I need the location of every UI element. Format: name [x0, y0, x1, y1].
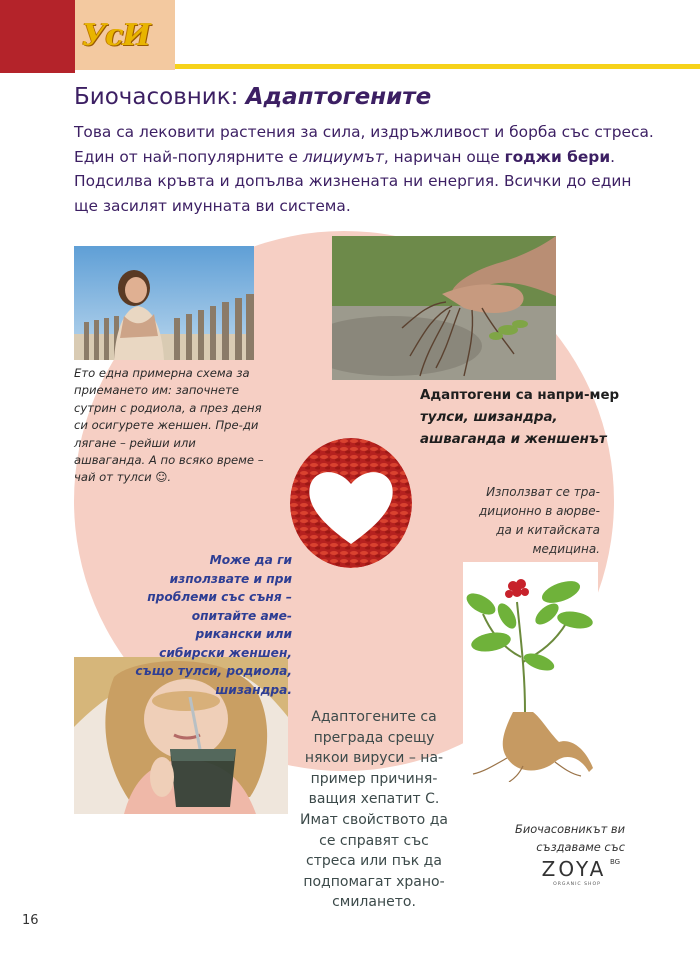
examples-text-list: тулси, шизандра, ашваганда и женшенът	[420, 410, 607, 447]
photo-goji-berry-heart	[290, 438, 412, 568]
examples-text-lead: Адаптогени са напри-мер	[420, 388, 620, 403]
schedule-text-body: : започнете сутрин с родиола, а през деня си осигурете женшен. Пре-ди лягане – рейши или ашваганда. А по всяко време – чай от тулси ☺.	[74, 383, 264, 485]
intro-text-1: Това са лековити растения за сила, издръжливост и борба със стреса. Един от най-популярните е	[74, 123, 654, 166]
schedule-text-intro: Ето една примерна схема за приемането им	[74, 366, 250, 398]
header-red-block	[0, 0, 75, 73]
header-yellow-rule	[175, 64, 700, 69]
page-number: 16	[22, 913, 39, 928]
page-title	[74, 84, 674, 110]
intro-text-5: . Подсилва кръвта и допълва жизнената ни енергия. Всички до един ще засилят имунната ви система.	[74, 147, 632, 215]
photo-roots-in-hand	[332, 236, 556, 380]
intro-text-goji: годжи бери	[504, 147, 611, 166]
credit-text: Биочасовникът ви създаваме със	[515, 822, 625, 854]
title-prefix: Биочасовник:	[74, 84, 246, 110]
intro-text-3: , наричан още	[383, 147, 505, 166]
usage-text: Използват се тра-диционно в аюрве-да и китайската медицина.	[479, 485, 600, 556]
magazine-logo: УсИ	[82, 18, 150, 53]
intro-text-lycium: лициумът	[302, 147, 384, 166]
intro-paragraph	[74, 120, 654, 218]
schedule-text	[74, 365, 264, 487]
title-emphasis: Адаптогените	[245, 84, 432, 110]
zoya-logo-tagline: ORGANIC SHOP	[553, 882, 601, 887]
examples-text	[420, 385, 620, 451]
photo-woman-beach	[74, 246, 254, 360]
barrier-text: Адаптогените са преграда срещу някои вируси – на-пример причиня-ващия хепатит С. Имат свойството да се справят със стреса или пък да подпомагат храно-смилането.	[300, 709, 448, 911]
sleep-tip-text: Може да ги използвате и при проблеми със съня – опитайте аме-рикански или сибирски женшен, също тулси, родиола, шизандра.	[135, 553, 292, 697]
zoya-logo-superscript: BG	[610, 858, 621, 866]
photo-ginseng-plant	[463, 562, 598, 782]
zoya-logo: ZOYA	[541, 857, 607, 881]
